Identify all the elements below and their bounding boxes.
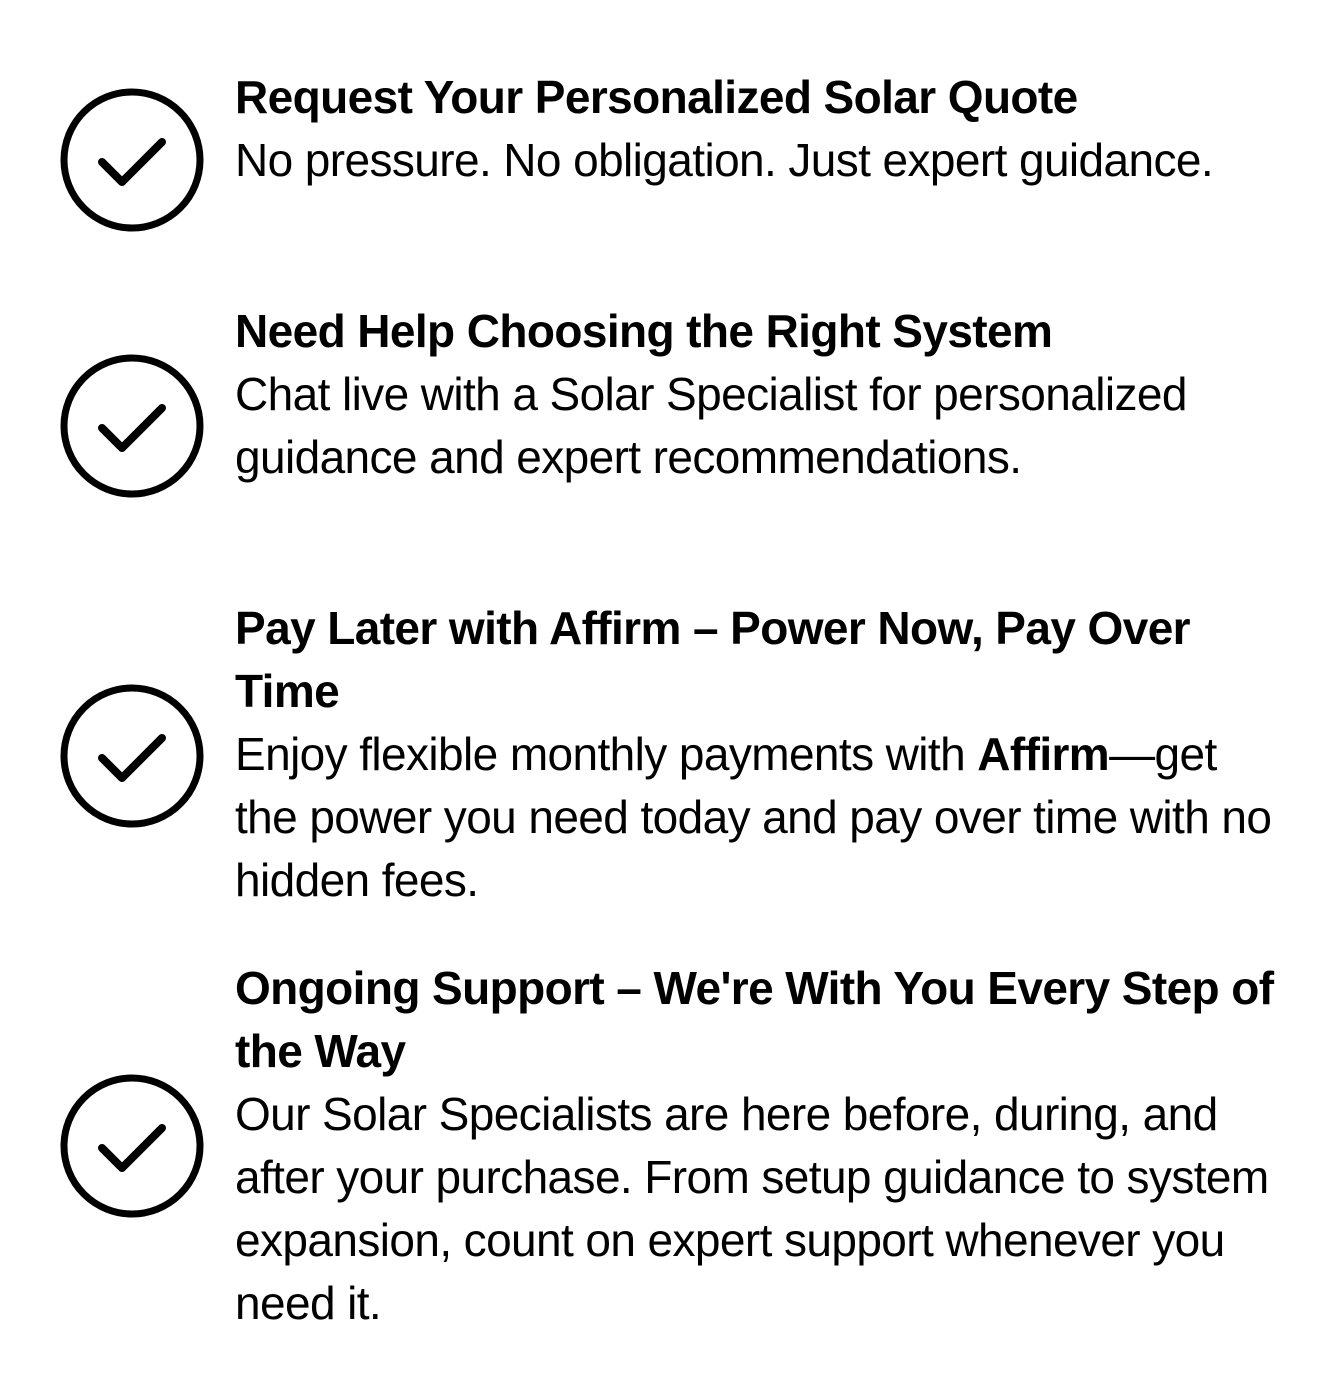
feature-description-end: —get the power you need today and pay over time with no hidden fees. bbox=[235, 728, 1272, 906]
feature-description-start: Enjoy flexible monthly payments with bbox=[235, 728, 978, 780]
check-circle-icon bbox=[58, 352, 206, 500]
feature-title: Pay Later with Affirm – Power Now, Pay Over Time bbox=[235, 602, 1190, 717]
feature-description: Our Solar Specialists are here before, during, and after your purchase. From setup guidance to system expansion, count on expert support whenever you need it. bbox=[235, 1088, 1269, 1329]
feature-text bbox=[235, 957, 1275, 1335]
feature-title: Request Your Personalized Solar Quote bbox=[235, 71, 1078, 123]
feature-description: Chat live with a Solar Specialist for personalized guidance and expert recommendations. bbox=[235, 368, 1187, 483]
feature-text bbox=[235, 300, 1275, 489]
affirm-brand-text: Affirm bbox=[977, 728, 1110, 780]
feature-description: No pressure. No obligation. Just expert guidance. bbox=[235, 134, 1214, 186]
feature-title: Ongoing Support – We're With You Every Step of the Way bbox=[235, 962, 1274, 1077]
feature-text bbox=[235, 66, 1275, 192]
feature-title: Need Help Choosing the Right System bbox=[235, 305, 1053, 357]
feature-text bbox=[235, 597, 1275, 912]
check-circle-icon bbox=[58, 1072, 206, 1220]
check-circle-icon bbox=[58, 86, 206, 234]
feature-description bbox=[235, 723, 1275, 912]
check-circle-icon bbox=[58, 682, 206, 830]
